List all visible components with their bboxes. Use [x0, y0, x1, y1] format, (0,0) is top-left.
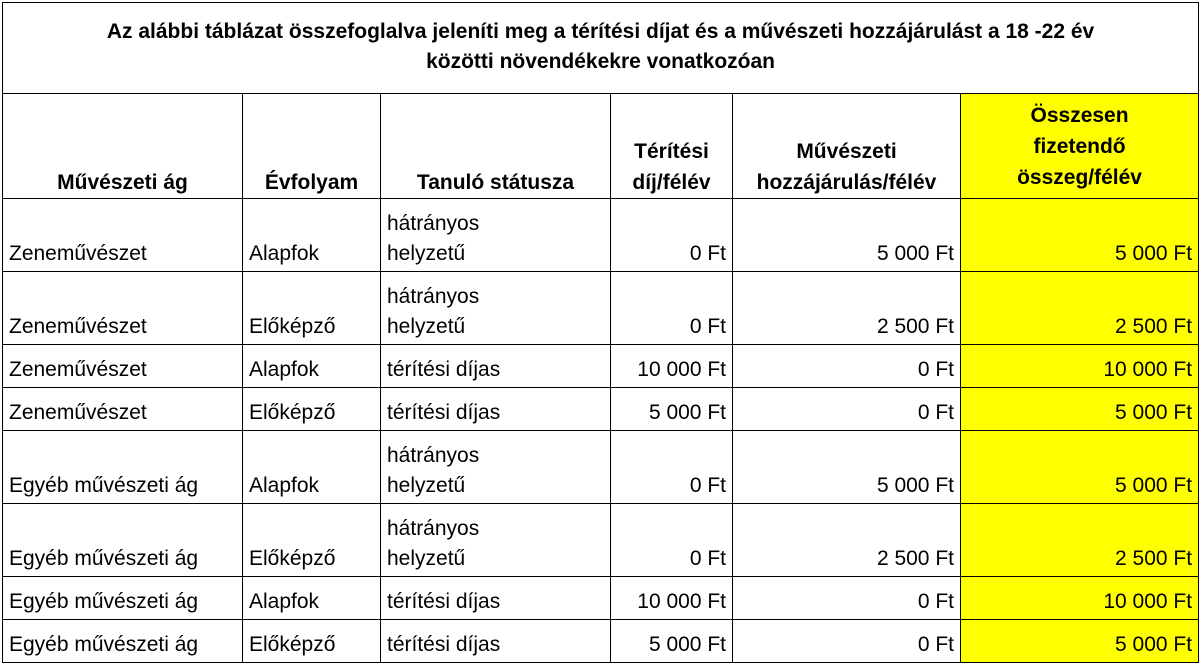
- cell-status: [381, 199, 611, 272]
- table-title: [3, 3, 1199, 94]
- table-row: [3, 431, 1199, 504]
- header-row: [3, 94, 1199, 199]
- table-row: [3, 199, 1199, 272]
- table-title-line2: közötti növendékekre vonatkozóan: [426, 50, 775, 73]
- cell-fee: 0 Ft: [611, 504, 733, 577]
- cell-total: 10 000 Ft: [961, 345, 1199, 388]
- cell-total: 10 000 Ft: [961, 577, 1199, 620]
- cell-grade: Alapfok: [243, 199, 381, 272]
- header-contribution-line1: Művészeti: [796, 140, 897, 163]
- cell-fee: 10 000 Ft: [611, 577, 733, 620]
- table-row: [3, 388, 1199, 431]
- cell-art: Zeneművészet: [3, 272, 243, 345]
- cell-status-line1: hátrányos: [387, 285, 480, 308]
- cell-art: Zeneművészet: [3, 345, 243, 388]
- header-total-line3: összeg/félév: [1017, 165, 1142, 189]
- cell-status: [381, 504, 611, 577]
- cell-status: [381, 272, 611, 345]
- header-total-line1: Összesen: [1030, 103, 1129, 127]
- cell-status-line1: hátrányos: [387, 444, 480, 467]
- cell-total: 5 000 Ft: [961, 388, 1199, 431]
- cell-fee: 5 000 Ft: [611, 388, 733, 431]
- cell-grade: Előképző: [243, 504, 381, 577]
- cell-status-line2: helyzetű: [387, 315, 466, 338]
- header-fee-line2: díj/félév: [632, 171, 711, 194]
- table-row: [3, 272, 1199, 345]
- cell-art: Egyéb művészeti ág: [3, 620, 243, 663]
- cell-total: 2 500 Ft: [961, 504, 1199, 577]
- cell-contribution: 2 500 Ft: [733, 504, 961, 577]
- table-title-line1: Az alábbi táblázat összefoglalva jeleníti meg a térítési díjat és a művészeti hozzájárulást a 18 -22 év: [106, 20, 1095, 43]
- cell-grade: Alapfok: [243, 431, 381, 504]
- header-total-line2: fizetendő: [1033, 134, 1126, 158]
- table-row: [3, 345, 1199, 388]
- cell-art: Zeneművészet: [3, 199, 243, 272]
- table-row: [3, 577, 1199, 620]
- cell-status-line1: hátrányos: [387, 517, 480, 540]
- cell-total: 5 000 Ft: [961, 199, 1199, 272]
- cell-grade: Előképző: [243, 620, 381, 663]
- header-fee: [611, 94, 733, 199]
- header-fee-line1: Térítési: [634, 140, 709, 163]
- cell-fee: 10 000 Ft: [611, 345, 733, 388]
- cell-status-line2: helyzetű: [387, 547, 466, 570]
- cell-fee: 0 Ft: [611, 199, 733, 272]
- cell-status-line2: helyzetű: [387, 474, 466, 497]
- cell-status: térítési díjas: [381, 620, 611, 663]
- cell-contribution: 0 Ft: [733, 620, 961, 663]
- cell-art: Egyéb művészeti ág: [3, 577, 243, 620]
- cell-fee: 0 Ft: [611, 272, 733, 345]
- cell-status: térítési díjas: [381, 345, 611, 388]
- cell-grade: Előképző: [243, 388, 381, 431]
- cell-contribution: 2 500 Ft: [733, 272, 961, 345]
- header-contribution: [733, 94, 961, 199]
- cell-status: [381, 431, 611, 504]
- cell-grade: Alapfok: [243, 345, 381, 388]
- cell-contribution: 0 Ft: [733, 388, 961, 431]
- cell-total: 5 000 Ft: [961, 431, 1199, 504]
- header-total: [961, 94, 1199, 199]
- cell-grade: Előképző: [243, 272, 381, 345]
- table-row: [3, 504, 1199, 577]
- cell-status: térítési díjas: [381, 388, 611, 431]
- cell-art: Zeneművészet: [3, 388, 243, 431]
- cell-status: térítési díjas: [381, 577, 611, 620]
- cell-contribution: 0 Ft: [733, 577, 961, 620]
- cell-grade: Alapfok: [243, 577, 381, 620]
- cell-status-line1: hátrányos: [387, 212, 480, 235]
- cell-total: 5 000 Ft: [961, 620, 1199, 663]
- header-contribution-line2: hozzájárulás/félév: [756, 171, 937, 194]
- header-grade: Évfolyam: [243, 94, 381, 199]
- cell-fee: 5 000 Ft: [611, 620, 733, 663]
- cell-status-line2: helyzetű: [387, 242, 466, 265]
- table-row: [3, 620, 1199, 663]
- cell-contribution: 0 Ft: [733, 345, 961, 388]
- cell-fee: 0 Ft: [611, 431, 733, 504]
- cell-contribution: 5 000 Ft: [733, 431, 961, 504]
- fee-table: [2, 2, 1199, 663]
- header-art: Művészeti ág: [3, 94, 243, 199]
- cell-contribution: 5 000 Ft: [733, 199, 961, 272]
- cell-art: Egyéb művészeti ág: [3, 504, 243, 577]
- cell-art: Egyéb művészeti ág: [3, 431, 243, 504]
- cell-total: 2 500 Ft: [961, 272, 1199, 345]
- header-status: Tanuló státusza: [381, 94, 611, 199]
